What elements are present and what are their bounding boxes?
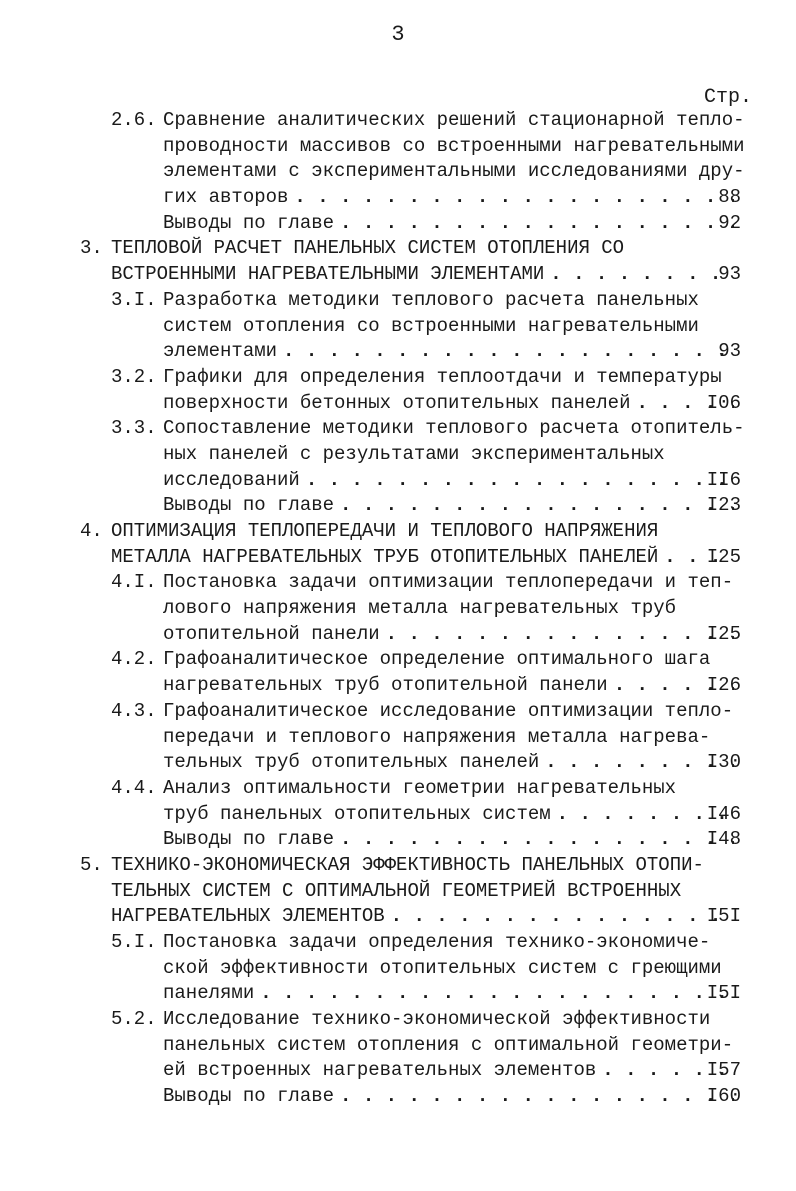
dot-leader <box>294 185 734 211</box>
toc-page-number: II6 <box>706 468 741 491</box>
toc-title: поверхности бетонных отопительных панелей <box>163 391 631 414</box>
toc-line <box>0 776 796 802</box>
toc-section <box>0 493 796 519</box>
toc-section <box>0 211 796 237</box>
toc-section <box>0 1007 796 1084</box>
toc-title: Сравнение аналитических решений стационарной тепло- <box>163 109 745 131</box>
dot-leader <box>340 827 734 853</box>
toc-section <box>0 365 796 416</box>
toc-section <box>0 647 796 698</box>
toc-line <box>0 673 796 699</box>
toc-line <box>0 956 796 982</box>
toc-line <box>0 493 796 519</box>
toc-title: элементами <box>163 340 278 363</box>
toc-chapter <box>0 853 796 930</box>
toc-title: Анализ оптимальности геометрии нагревательных <box>163 776 677 799</box>
toc-line <box>0 879 796 905</box>
toc-line <box>0 236 796 262</box>
toc-number: 5.2. <box>111 1008 157 1031</box>
toc-line <box>0 416 796 442</box>
toc-title: проводности массивов со встроенными нагревательными <box>163 134 745 157</box>
toc-number: 3. <box>80 237 103 260</box>
toc-title: ТЕЛЬНЫХ СИСТЕМ С ОПТИМАЛЬНОЙ ГЕОМЕТРИЕЙ ВСТРОЕННЫХ <box>111 879 682 902</box>
toc-chapter <box>0 519 796 570</box>
toc-page-number: I25 <box>706 622 741 645</box>
toc-page-number: I60 <box>706 1085 741 1108</box>
toc-line <box>0 391 796 417</box>
toc-title: ТЕПЛОВОЙ РАСЧЕТ ПАНЕЛЬНЫХ СИСТЕМ ОТОПЛЕНИЯ СО <box>111 237 625 260</box>
toc-line <box>0 750 796 776</box>
dot-leader <box>550 262 734 288</box>
toc-title: МЕТАЛЛА НАГРЕВАТЕЛЬНЫХ ТРУБ ОТОПИТЕЛЬНЫХ ПАНЕЛЕЙ <box>111 545 659 568</box>
toc-section <box>0 288 796 365</box>
toc-line <box>0 1058 796 1084</box>
toc-line <box>0 570 796 596</box>
toc-number: 2.6. <box>111 109 157 131</box>
toc-section <box>0 930 796 1007</box>
toc-title: Графоаналитическое исследование оптимизации тепло- <box>163 699 734 722</box>
toc-title: Сопоставление методики теплового расчета отопитель- <box>163 417 745 440</box>
toc-section <box>0 108 796 211</box>
toc-title: Выводы по главе <box>163 494 335 517</box>
toc-title: Выводы по главе <box>163 211 335 234</box>
toc-page-number: I46 <box>706 802 741 825</box>
toc-title: Разработка методики теплового расчета панельных <box>163 288 699 311</box>
toc-line <box>0 802 796 828</box>
toc-page-number: 93 <box>718 340 741 363</box>
toc-title: ВСТРОЕННЫМИ НАГРЕВАТЕЛЬНЫМИ ЭЛЕМЕНТАМИ <box>111 263 545 286</box>
dot-leader <box>545 750 734 776</box>
toc-page-number: I30 <box>706 751 741 774</box>
toc-number: 5.I. <box>111 931 157 953</box>
toc-page-number: I25 <box>706 545 741 568</box>
toc-line <box>0 185 796 211</box>
toc-title: Постановка задачи определения технико-экономиче- <box>163 931 711 953</box>
toc-number: 4.I. <box>111 571 157 594</box>
toc-title: передачи и теплового напряжения металла нагрева- <box>163 725 711 748</box>
toc-line <box>0 159 796 185</box>
toc-title: тельных труб отопительных панелей <box>163 751 540 774</box>
toc-line <box>0 699 796 725</box>
toc-title: элементами с экспериментальными исследованиями дру- <box>163 160 745 183</box>
toc-line <box>0 468 796 494</box>
toc-page-number: I23 <box>706 494 741 517</box>
dot-leader <box>283 339 734 365</box>
toc-number: 4.4. <box>111 776 157 799</box>
toc-section <box>0 570 796 647</box>
toc-line <box>0 1033 796 1059</box>
toc-page-number: I26 <box>706 674 741 697</box>
toc-title: ей встроенных нагревательных элементов <box>163 1059 597 1082</box>
toc-title: Выводы по главе <box>163 828 335 851</box>
toc-line <box>0 853 796 879</box>
toc-section <box>0 416 796 493</box>
toc-line <box>0 981 796 1007</box>
dot-leader <box>260 981 734 1007</box>
toc-section <box>0 699 796 776</box>
toc-title: труб панельных отопительных систем <box>163 802 551 825</box>
toc-line <box>0 519 796 545</box>
toc-title: лового напряжения металла нагревательных труб <box>163 597 677 620</box>
toc-section <box>0 827 796 853</box>
toc-title: Исследование технико-экономической эффективности <box>163 1008 711 1031</box>
toc-title: Выводы по главе <box>163 1085 335 1108</box>
toc-line <box>0 108 796 134</box>
toc-title: ОПТИМИЗАЦИЯ ТЕПЛОПЕРЕДАЧИ И ТЕПЛОВОГО НАПРЯЖЕНИЯ <box>111 520 659 542</box>
toc-line <box>0 365 796 391</box>
toc-title: Постановка задачи оптимизации теплопередачи и теп- <box>163 571 734 594</box>
toc-page-number: I5I <box>706 905 741 928</box>
toc-section <box>0 776 796 827</box>
toc-page-number: 92 <box>718 211 741 234</box>
toc-number: 3.3. <box>111 417 157 440</box>
toc-line <box>0 1007 796 1033</box>
toc-number: 3.2. <box>111 365 157 388</box>
toc-number: 4. <box>80 520 103 542</box>
toc-line <box>0 134 796 160</box>
page-number: 3 <box>391 22 405 47</box>
toc-line <box>0 622 796 648</box>
dot-leader <box>306 468 734 494</box>
toc-line <box>0 725 796 751</box>
toc-title: систем отопления со встроенными нагревательными <box>163 314 699 337</box>
toc-title: исследований <box>163 468 300 491</box>
toc-page-number: 88 <box>718 186 741 209</box>
toc-title: ской эффективности отопительных систем с греющими <box>163 956 722 979</box>
toc-page-number: I5I <box>706 982 741 1005</box>
page-column-header: Стр. <box>703 86 752 109</box>
toc-page-number: I48 <box>706 828 741 851</box>
toc-title: ТЕХНИКО-ЭКОНОМИЧЕСКАЯ ЭФФЕКТИВНОСТЬ ПАНЕЛЬНЫХ ОТОПИ- <box>111 853 704 876</box>
dot-leader <box>340 1084 734 1110</box>
toc-line <box>0 314 796 340</box>
toc-title: гих авторов <box>163 186 289 209</box>
toc-line <box>0 1084 796 1110</box>
toc-page-number: 93 <box>718 263 741 286</box>
dot-leader <box>391 904 734 930</box>
toc-number: 3.I. <box>111 288 157 311</box>
toc-number: 5. <box>80 853 103 876</box>
toc-line <box>0 904 796 930</box>
toc-title: панелями <box>163 982 255 1005</box>
toc-title: отопительной панели <box>163 622 380 645</box>
toc-line <box>0 930 796 956</box>
toc-section <box>0 1084 796 1110</box>
dot-leader <box>340 211 734 237</box>
toc-title: Графоаналитическое определение оптимального шага <box>163 648 711 671</box>
toc-title: панельных систем отопления с оптимальной геометри- <box>163 1033 734 1056</box>
toc-line <box>0 442 796 468</box>
toc-title: ных панелей с результатами экспериментальных <box>163 442 665 465</box>
toc-line <box>0 262 796 288</box>
toc-number: 4.2. <box>111 648 157 671</box>
toc-line <box>0 596 796 622</box>
toc-title: нагревательных труб отопительной панели <box>163 674 608 697</box>
toc-line <box>0 211 796 237</box>
toc-line <box>0 647 796 673</box>
toc-chapter <box>0 236 796 287</box>
toc-title: НАГРЕВАТЕЛЬНЫХ ЭЛЕМЕНТОВ <box>111 905 385 928</box>
toc-line <box>0 288 796 314</box>
dot-leader <box>340 493 734 519</box>
toc-title: Графики для определения теплоотдачи и температуры <box>163 365 722 388</box>
toc-page-number: I57 <box>706 1059 741 1082</box>
toc-line <box>0 545 796 571</box>
toc-line <box>0 827 796 853</box>
table-of-contents <box>0 108 796 1110</box>
toc-page-number: I06 <box>706 391 741 414</box>
toc-line <box>0 339 796 365</box>
dot-leader <box>386 622 734 648</box>
toc-number: 4.3. <box>111 699 157 722</box>
